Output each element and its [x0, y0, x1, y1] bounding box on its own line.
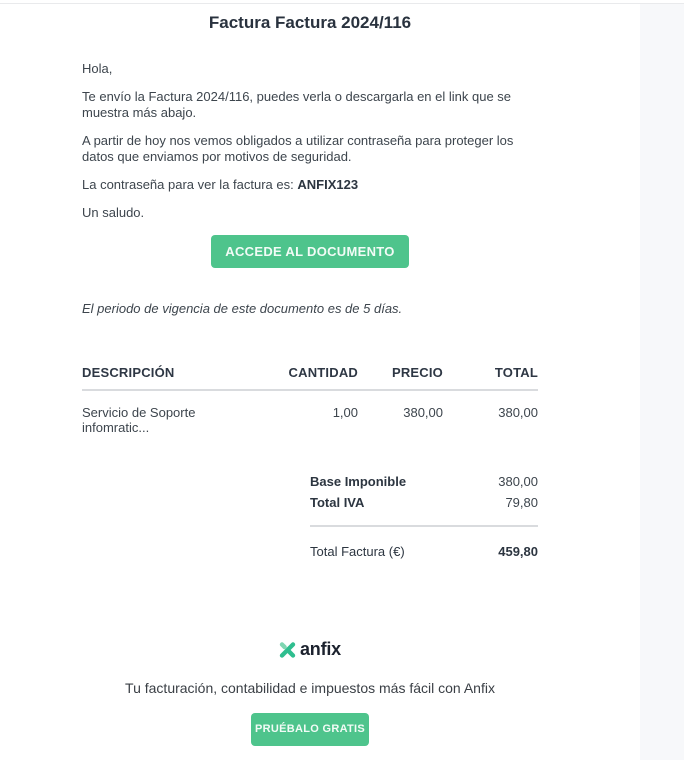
greeting-text: Hola,	[82, 61, 113, 76]
cell-cantidad: 1,00	[332, 405, 358, 420]
cta-container	[82, 235, 538, 268]
header-cantidad: CANTIDAD	[288, 365, 358, 380]
total-factura-value: 459,80	[498, 544, 538, 559]
totals-summary	[310, 471, 538, 559]
password-intro-text: La contraseña para ver la factura es:	[82, 177, 298, 192]
footer-cta-container	[82, 713, 538, 746]
email-content	[82, 12, 538, 746]
base-imponible-label: Base Imponible	[310, 474, 407, 489]
cell-description: Servicio de Soporte infomratic...	[82, 405, 196, 435]
page-title: Factura Factura 2024/116	[208, 13, 412, 32]
table-header-row	[82, 365, 538, 391]
summary-row-base	[310, 471, 538, 492]
footer	[82, 639, 538, 746]
invoice-table	[82, 365, 538, 559]
header-precio: PRECIO	[391, 365, 443, 380]
summary-row-iva	[310, 492, 538, 513]
footer-tagline: Tu facturación, contabilidad e impuestos más fácil con Anfix	[125, 679, 495, 696]
base-imponible-value: 380,00	[498, 474, 538, 489]
total-iva-value: 79,80	[505, 495, 538, 510]
validity-note: El periodo de vigencia de este documento es de 5 días.	[82, 301, 403, 316]
cell-total: 380,00	[498, 405, 538, 420]
signoff-text: Un saludo.	[82, 205, 145, 220]
anfix-brand	[279, 639, 341, 660]
access-document-button[interactable]: ACCEDE AL DOCUMENTO	[211, 235, 409, 268]
brand-wordmark: anfix	[299, 639, 341, 659]
grand-total-row	[310, 544, 538, 559]
password-value: ANFIX123	[297, 177, 359, 192]
total-factura-label: Total Factura (€)	[310, 544, 405, 559]
try-free-button[interactable]: PRUÉBALO GRATIS	[251, 713, 369, 746]
total-iva-label: Total IVA	[310, 495, 365, 510]
intro-paragraph: Te envío la Factura 2024/116, puedes verla o descargarla en el link que se muestra más abajo.	[82, 89, 512, 120]
header-total: TOTAL	[494, 365, 538, 380]
totals-divider	[310, 525, 538, 527]
top-divider	[0, 3, 684, 4]
password-paragraph	[82, 177, 538, 193]
page-background-band	[640, 4, 684, 760]
table-row	[82, 391, 538, 435]
header-descripcion: DESCRIPCIÓN	[82, 365, 175, 380]
cell-precio: 380,00	[403, 405, 443, 420]
security-paragraph: A partir de hoy nos vemos obligados a utilizar contraseña para proteger los datos que enviamos por motivos de seguridad.	[82, 133, 514, 164]
anfix-logo-icon	[279, 642, 296, 658]
